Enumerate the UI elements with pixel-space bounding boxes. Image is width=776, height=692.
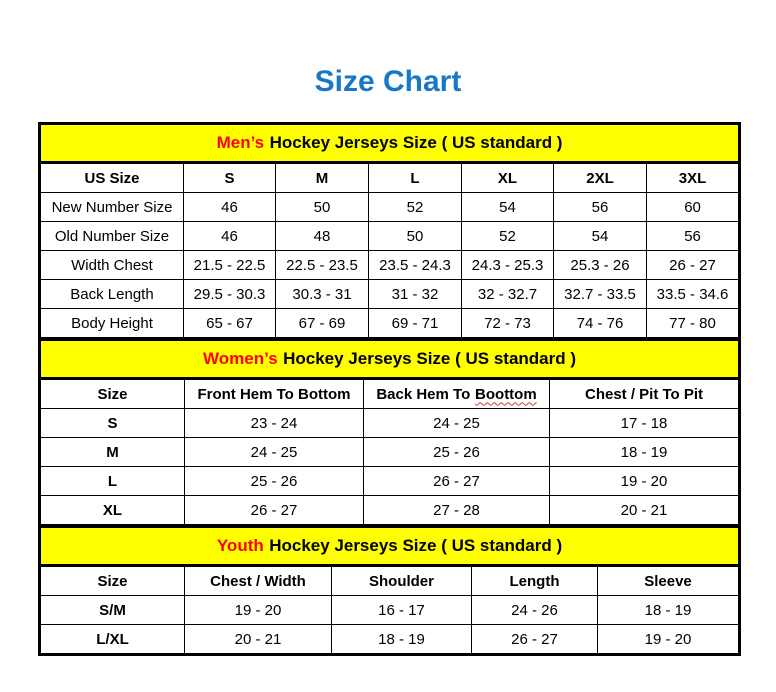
youth-column-header: Shoulder: [332, 566, 472, 596]
size-value: 33.5 - 34.6: [647, 280, 740, 309]
size-value: 48: [276, 222, 369, 251]
size-value: 25 - 26: [364, 438, 550, 467]
size-value: 22.5 - 23.5: [276, 251, 369, 280]
womens-band: [40, 340, 740, 379]
womens-column-header: Chest / Pit To Pit: [550, 379, 740, 409]
mens-header-row: [40, 163, 740, 193]
size-value: 25.3 - 26: [554, 251, 647, 280]
womens-column-header: Size: [40, 379, 185, 409]
page-title: Size Chart: [314, 65, 462, 98]
womens-header-row: [40, 379, 740, 409]
youth-column-header: Sleeve: [598, 566, 740, 596]
size-value: 54: [462, 193, 554, 222]
size-value: 65 - 67: [184, 309, 276, 339]
size-value: 23.5 - 24.3: [369, 251, 462, 280]
womens-band-accent: Women’s: [203, 349, 278, 368]
size-value: 19 - 20: [598, 625, 740, 655]
mens-column-header: XL: [462, 163, 554, 193]
womens-row-xl: [40, 496, 740, 526]
size-value: 27 - 28: [364, 496, 550, 526]
size-value: 50: [369, 222, 462, 251]
size-value: 26 - 27: [185, 496, 364, 526]
size-value: 19 - 20: [185, 596, 332, 625]
mens-row-width-chest: [40, 251, 740, 280]
size-value: 50: [276, 193, 369, 222]
size-value: 77 - 80: [647, 309, 740, 339]
back-hem-typo-word: Boottom: [475, 385, 537, 403]
size-value: 21.5 - 22.5: [184, 251, 276, 280]
size-value: 32 - 32.7: [462, 280, 554, 309]
size-value: 18 - 19: [598, 596, 740, 625]
size-value: 26 - 27: [647, 251, 740, 280]
youth-header-row: [40, 566, 740, 596]
row-label: Body Height: [40, 309, 184, 339]
mens-band: [40, 124, 740, 163]
size-value: 24 - 25: [185, 438, 364, 467]
mens-row-body-height: [40, 309, 740, 339]
row-label: M: [40, 438, 185, 467]
mens-row-back-length: [40, 280, 740, 309]
size-value: 24 - 26: [472, 596, 598, 625]
size-value: 18 - 19: [332, 625, 472, 655]
size-value: 46: [184, 222, 276, 251]
size-value: 23 - 24: [185, 409, 364, 438]
size-value: 69 - 71: [369, 309, 462, 339]
tables-container: [38, 122, 738, 656]
size-value: 17 - 18: [550, 409, 740, 438]
womens-row-s: [40, 409, 740, 438]
size-value: 19 - 20: [550, 467, 740, 496]
row-label: S: [40, 409, 185, 438]
row-label: Width Chest: [40, 251, 184, 280]
row-label: S/M: [40, 596, 185, 625]
mens-column-header: S: [184, 163, 276, 193]
size-value: 31 - 32: [369, 280, 462, 309]
mens-column-header: L: [369, 163, 462, 193]
womens-row-m: [40, 438, 740, 467]
womens-column-header-back-hem: [364, 379, 550, 409]
size-value: 46: [184, 193, 276, 222]
row-label: L: [40, 467, 185, 496]
youth-band-accent: Youth: [216, 536, 264, 555]
size-value: 32.7 - 33.5: [554, 280, 647, 309]
mens-column-header: US Size: [40, 163, 184, 193]
row-label: Old Number Size: [40, 222, 184, 251]
size-value: 56: [647, 222, 740, 251]
mens-band-rest: Hockey Jerseys Size ( US standard ): [269, 133, 563, 152]
youth-band-title: [40, 527, 740, 566]
youth-band-rest: Hockey Jerseys Size ( US standard ): [269, 536, 563, 555]
size-value: 52: [462, 222, 554, 251]
mens-column-header: M: [276, 163, 369, 193]
size-value: 29.5 - 30.3: [184, 280, 276, 309]
row-label: Back Length: [40, 280, 184, 309]
size-value: 26 - 27: [472, 625, 598, 655]
mens-row-old-number-size: [40, 222, 740, 251]
mens-column-header: 3XL: [647, 163, 740, 193]
size-value: 67 - 69: [276, 309, 369, 339]
size-value: 54: [554, 222, 647, 251]
mens-band-accent: Men’s: [216, 133, 265, 152]
mens-row-new-number-size: [40, 193, 740, 222]
size-value: 25 - 26: [185, 467, 364, 496]
size-value: 72 - 73: [462, 309, 554, 339]
womens-size-table: [38, 338, 741, 527]
size-value: 56: [554, 193, 647, 222]
row-label: XL: [40, 496, 185, 526]
youth-row-lxl: [40, 625, 740, 655]
size-value: 30.3 - 31: [276, 280, 369, 309]
row-label: New Number Size: [40, 193, 184, 222]
size-value: 26 - 27: [364, 467, 550, 496]
womens-column-header: Front Hem To Bottom: [185, 379, 364, 409]
youth-row-sm: [40, 596, 740, 625]
mens-column-header: 2XL: [554, 163, 647, 193]
size-value: 74 - 76: [554, 309, 647, 339]
youth-column-header: Chest / Width: [185, 566, 332, 596]
womens-row-l: [40, 467, 740, 496]
size-value: 24 - 25: [364, 409, 550, 438]
mens-size-table: [38, 122, 741, 340]
size-value: 60: [647, 193, 740, 222]
size-value: 24.3 - 25.3: [462, 251, 554, 280]
row-label: L/XL: [40, 625, 185, 655]
size-value: 20 - 21: [185, 625, 332, 655]
size-value: 18 - 19: [550, 438, 740, 467]
size-value: 16 - 17: [332, 596, 472, 625]
youth-size-table: [38, 525, 741, 656]
womens-band-rest: Hockey Jerseys Size ( US standard ): [283, 349, 577, 368]
youth-column-header: Length: [472, 566, 598, 596]
youth-column-header: Size: [40, 566, 185, 596]
youth-band: [40, 527, 740, 566]
back-hem-label-prefix: Back Hem To: [376, 385, 471, 403]
womens-band-title: [40, 340, 740, 379]
size-value: 52: [369, 193, 462, 222]
mens-band-title: [40, 124, 740, 163]
size-value: 20 - 21: [550, 496, 740, 526]
